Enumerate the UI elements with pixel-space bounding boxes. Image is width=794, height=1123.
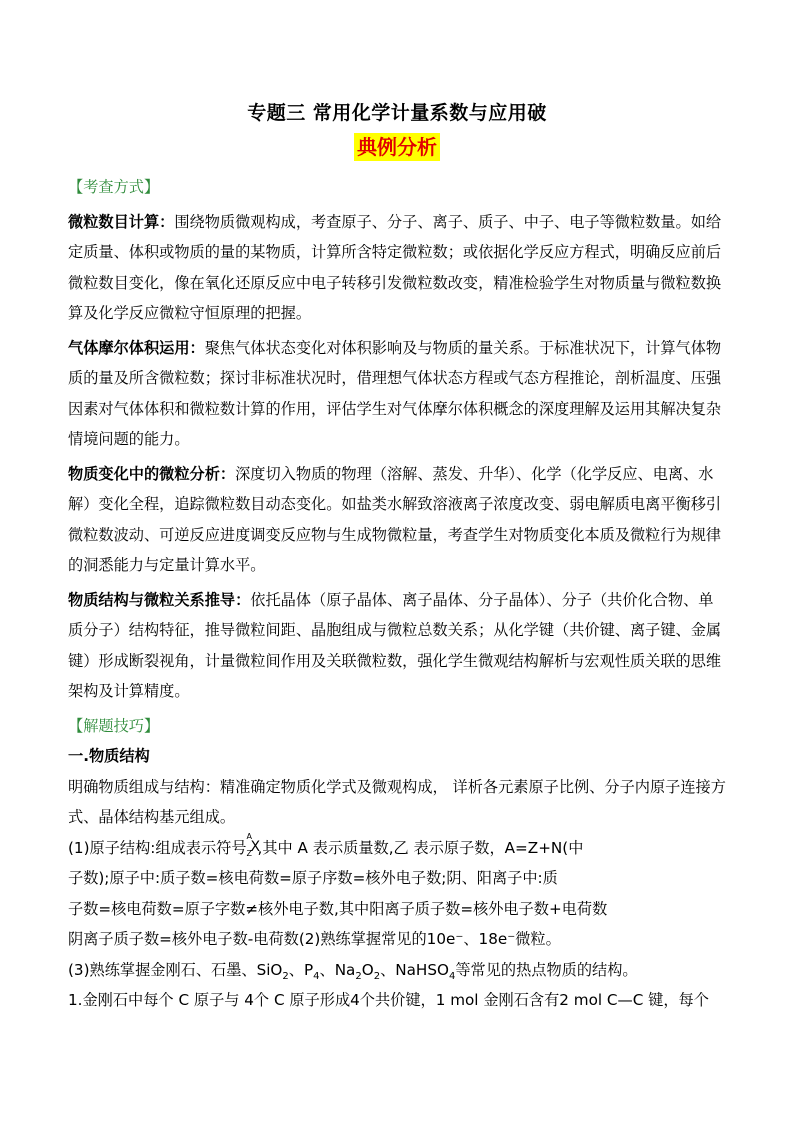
paragraph-hot-substances: (3)熟练掌握金刚石、石墨、SiO$_2$、$P_4$、$Na_2O_2$、NaHSO$_4$等常见的热点物质的结构。 xyxy=(68,960,638,982)
nuclide-symbol: A Z X xyxy=(246,831,261,858)
section-heading-exam-method: 【考查方式】 xyxy=(68,178,160,196)
paragraph-diamond: 1.金刚石中每个 C 原子与 4个 C 原子形成4个共价键，1 mol 金刚石含有2 mol C—C 键，每个 xyxy=(68,991,709,1009)
document-body xyxy=(68,172,728,1016)
paragraph-text: 围绕物质微观构成，考查原子、分子、离子、质子、中子、电子等微粒数量。如给定质量、体积或物质的量的某物质，计算所含特定微粒数；或依据化学反应方程式，明确反应前后微粒数目变化，像在氧化还原反应中电子转移引发微粒数改变，精准检验学生对物质量与微粒数换算及化学反应微粒守恒原理的把握。 xyxy=(68,212,722,322)
sub-heading-material-structure: 一.物质结构 xyxy=(68,747,150,765)
paragraph-label: 微粒数目计算： xyxy=(68,212,175,231)
paragraph-text: 聚焦气体状态变化对体积影响及与物质的量关系。于标准状况下，计算气体物质的量及所含微粒数；探讨非标准状况时，借理想气体状态方程或气态方程推论，剖析温度、压强因素对气体体积和微粒数计算的作用，评估学生对气体摩尔体积概念的深度理解及运用其解决复杂情境问题的能力。 xyxy=(68,338,722,448)
paragraph-atomic-structure-line3: 子数=核电荷数=原子字数≠核外电子数,其中阳离子质子数=核外电子数+电荷数 xyxy=(68,899,608,918)
paragraph-particle-count xyxy=(68,207,728,329)
paragraph-label: 物质变化中的微粒分析： xyxy=(68,464,236,483)
paragraph-text: 深度切入物质的物理（溶解、蒸发、升华）、化学（化学反应、电离、水解）变化全程，追踪微粒数目动态变化。如盐类水解致溶液离子浓度改变、弱电解质电离平衡移引微粒数波动、可逆反应进度调变反应物与生成物微粒量，考查学生对物质变化本质及微粒行为规律的洞悉能力与定量计算水平。 xyxy=(68,464,722,574)
paragraph-gas-molar-volume xyxy=(68,333,728,455)
paragraph-atomic-structure-line2: 子数);原子中:质子数=核电荷数=原子序数=核外电子数;阴、阳离子中:质 xyxy=(68,869,558,887)
subtitle-wrapper xyxy=(0,133,794,161)
paragraph-label: 物质结构与微粒关系推导： xyxy=(68,590,251,609)
paragraph-text: 依托晶体（原子晶体、离子晶体、分子晶体）、分子（共价化合物、单质分子）结构特征，推导微粒间距、晶胞组成与微粒总数关系；从化学键（共价键、离子键、金属键）形成断裂视角，计量微粒间作用及关联微粒数，强化学生微观结构解析与宏观性质关联的思维架构及计算精度。 xyxy=(68,590,722,700)
section-heading-solving-tips: 【解题技巧】 xyxy=(68,716,160,735)
paragraph-intro: 明确物质组成与结构：精准确定物质化学式及微观构成， 详析各元素原子比例、分子内原子连接方式、晶体结构基元组成。 xyxy=(68,777,726,826)
paragraph-atomic-structure-line4: 阴离子质子数=核外电子数-电荷数(2)熟练掌握常见的10e⁻、18e⁻微粒。 xyxy=(68,930,561,948)
paragraph-particle-analysis xyxy=(68,459,728,581)
page-subtitle-highlight: 典例分析 xyxy=(354,133,440,161)
page-title: 专题三 常用化学计量系数与应用破 xyxy=(247,102,547,124)
paragraph-label: 气体摩尔体积运用： xyxy=(68,338,205,357)
paragraph-atomic-structure: (1)原子结构:组成表示符号 A Z X ,其中 A 表示质量数,乙 表示原子数，A=Z+N(中 xyxy=(68,831,584,858)
paragraph-structure-relation xyxy=(68,585,728,707)
